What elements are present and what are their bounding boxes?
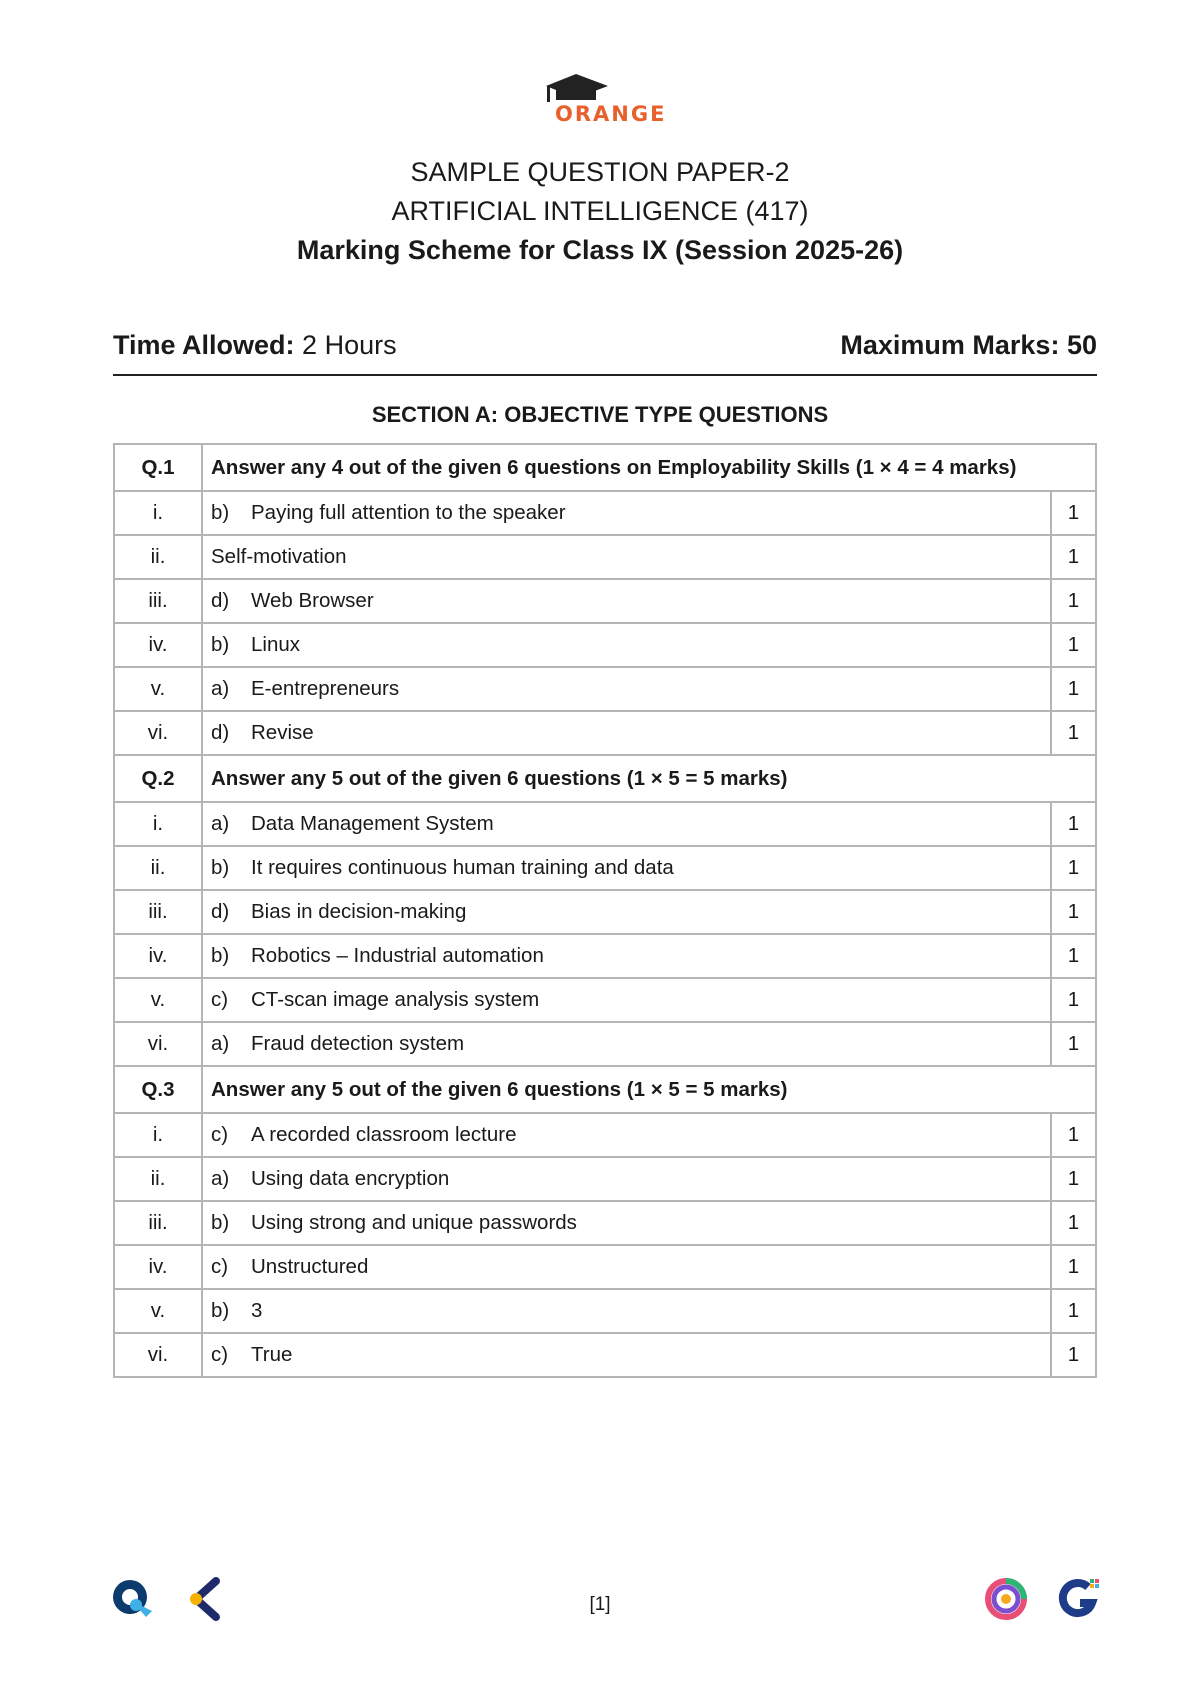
- marking-scheme-title: Marking Scheme for Class IX (Session 2025-26): [296, 235, 904, 265]
- sub-question-number: iii.: [114, 890, 202, 934]
- answer-cell: [202, 1333, 1051, 1377]
- answer-text: Self-motivation: [211, 545, 347, 568]
- answer-text: Paying full attention to the speaker: [251, 501, 566, 524]
- sub-question-number: iv.: [114, 1245, 202, 1289]
- answer-cell: [202, 711, 1051, 755]
- answer-option: b): [211, 856, 230, 879]
- answer-text: Revise: [251, 721, 314, 744]
- answer-text: E-entrepreneurs: [251, 677, 400, 700]
- answer-option: b): [211, 944, 230, 967]
- exam-meta: [113, 330, 1097, 376]
- question-header-row: [114, 444, 1096, 491]
- answer-option: c): [211, 1255, 229, 1278]
- orange-logo: [540, 72, 670, 130]
- sub-question-number: iv.: [114, 934, 202, 978]
- question-number: Q.1: [114, 444, 202, 491]
- answer-option: a): [211, 1032, 230, 1055]
- answer-mark: 1: [1051, 846, 1096, 890]
- answer-text: It requires continuous human training and data: [251, 856, 674, 879]
- sub-question-number: vi.: [114, 711, 202, 755]
- table-row: [114, 711, 1096, 755]
- answer-mark: 1: [1051, 1022, 1096, 1066]
- table-row: [114, 579, 1096, 623]
- sub-question-number: iii.: [114, 579, 202, 623]
- table-row: [114, 846, 1096, 890]
- answer-option: d): [211, 900, 230, 923]
- table-row: [114, 934, 1096, 978]
- answer-cell: [202, 1289, 1051, 1333]
- table-row: [114, 1333, 1096, 1377]
- logo-brand-text: ORANGE: [555, 102, 667, 126]
- answer-mark: 1: [1051, 491, 1096, 535]
- table-row: [114, 535, 1096, 579]
- answer-mark: 1: [1051, 623, 1096, 667]
- sub-question-number: i.: [114, 491, 202, 535]
- maximum-marks: [840, 330, 1097, 361]
- answer-option: c): [211, 1343, 229, 1366]
- answer-mark: 1: [1051, 1333, 1096, 1377]
- answer-text: Using data encryption: [251, 1167, 450, 1190]
- answer-cell: [202, 890, 1051, 934]
- question-instruction: Answer any 5 out of the given 6 questions (1 × 5 = 5 marks): [202, 1066, 1096, 1113]
- answer-mark: 1: [1051, 934, 1096, 978]
- marks-label: Maximum Marks:: [840, 330, 1060, 360]
- answer-mark: 1: [1051, 1201, 1096, 1245]
- page-number: [1]: [589, 1594, 611, 1615]
- answer-mark: 1: [1051, 667, 1096, 711]
- table-row: [114, 1113, 1096, 1157]
- answer-option: d): [211, 721, 230, 744]
- answer-option: d): [211, 589, 230, 612]
- answer-mark: 1: [1051, 802, 1096, 846]
- answer-text: Using strong and unique passwords: [251, 1211, 577, 1234]
- paper-header: [0, 153, 1200, 270]
- paper-title: SAMPLE QUESTION PAPER-2: [410, 157, 790, 187]
- table-row: [114, 667, 1096, 711]
- answer-text: True: [251, 1343, 293, 1366]
- g-app-icon: [1056, 1577, 1100, 1621]
- answer-cell: [202, 491, 1051, 535]
- answer-mark: 1: [1051, 711, 1096, 755]
- answer-cell: [202, 1201, 1051, 1245]
- answer-text: Linux: [251, 633, 301, 656]
- time-label: Time Allowed:: [113, 330, 295, 360]
- table-row: [114, 491, 1096, 535]
- sub-question-number: v.: [114, 978, 202, 1022]
- answer-text: A recorded classroom lecture: [251, 1123, 517, 1146]
- answer-cell: [202, 846, 1051, 890]
- question-header-row: [114, 755, 1096, 802]
- answer-option: a): [211, 1167, 230, 1190]
- answer-text: Robotics – Industrial automation: [251, 944, 544, 967]
- answer-text: CT-scan image analysis system: [251, 988, 540, 1011]
- sub-question-number: vi.: [114, 1333, 202, 1377]
- table-row: [114, 1022, 1096, 1066]
- answer-mark: 1: [1051, 1245, 1096, 1289]
- answer-mark: 1: [1051, 1289, 1096, 1333]
- time-allowed: [113, 330, 397, 361]
- answer-cell: [202, 978, 1051, 1022]
- answer-cell: [202, 1157, 1051, 1201]
- table-row: [114, 978, 1096, 1022]
- answer-option: c): [211, 988, 229, 1011]
- answer-cell: [202, 1113, 1051, 1157]
- answer-mark: 1: [1051, 579, 1096, 623]
- table-row: [114, 1245, 1096, 1289]
- sub-question-number: i.: [114, 1113, 202, 1157]
- answer-mark: 1: [1051, 890, 1096, 934]
- subject-title: ARTIFICIAL INTELLIGENCE (417): [391, 196, 809, 226]
- answer-cell: [202, 1245, 1051, 1289]
- answer-cell: [202, 1022, 1051, 1066]
- question-number: Q.2: [114, 755, 202, 802]
- question-instruction: Answer any 5 out of the given 6 questions (1 × 5 = 5 marks): [202, 755, 1096, 802]
- question-header-row: [114, 1066, 1096, 1113]
- answer-option: c): [211, 1123, 229, 1146]
- sub-question-number: iv.: [114, 623, 202, 667]
- question-number: Q.3: [114, 1066, 202, 1113]
- sub-question-number: ii.: [114, 846, 202, 890]
- marking-scheme-table: [113, 443, 1097, 1378]
- answer-option: b): [211, 501, 230, 524]
- answer-option: a): [211, 677, 230, 700]
- section-title: SECTION A: OBJECTIVE TYPE QUESTIONS: [371, 402, 829, 427]
- answer-text: Web Browser: [251, 589, 374, 612]
- sub-question-number: ii.: [114, 535, 202, 579]
- answer-mark: 1: [1051, 1113, 1096, 1157]
- marks-value: 50: [1066, 330, 1097, 360]
- sub-question-number: v.: [114, 1289, 202, 1333]
- sub-question-number: i.: [114, 802, 202, 846]
- answer-cell: [202, 535, 1051, 579]
- answer-cell: [202, 934, 1051, 978]
- answer-text: Fraud detection system: [251, 1032, 465, 1055]
- answer-option: b): [211, 1211, 230, 1234]
- color-wheel-icon: [984, 1577, 1028, 1621]
- table-row: [114, 1201, 1096, 1245]
- table-row: [114, 802, 1096, 846]
- answer-text: Unstructured: [251, 1255, 369, 1278]
- answer-cell: [202, 579, 1051, 623]
- answer-cell: [202, 667, 1051, 711]
- answer-cell: [202, 802, 1051, 846]
- answer-text: 3: [251, 1299, 263, 1322]
- answer-cell: [202, 623, 1051, 667]
- table-row: [114, 890, 1096, 934]
- sub-question-number: vi.: [114, 1022, 202, 1066]
- question-instruction: Answer any 4 out of the given 6 questions on Employability Skills (1 × 4 = 4 marks): [202, 444, 1096, 491]
- table-row: [114, 1157, 1096, 1201]
- answer-mark: 1: [1051, 978, 1096, 1022]
- answer-text: Bias in decision-making: [251, 900, 467, 923]
- sub-question-number: v.: [114, 667, 202, 711]
- answer-option: a): [211, 812, 230, 835]
- answer-option: b): [211, 1299, 230, 1322]
- answer-mark: 1: [1051, 1157, 1096, 1201]
- time-value: 2 Hours: [302, 330, 397, 360]
- answer-mark: 1: [1051, 535, 1096, 579]
- sub-question-number: iii.: [114, 1201, 202, 1245]
- answer-option: b): [211, 633, 230, 656]
- table-row: [114, 623, 1096, 667]
- table-row: [114, 1289, 1096, 1333]
- answer-text: Data Management System: [251, 812, 494, 835]
- sub-question-number: ii.: [114, 1157, 202, 1201]
